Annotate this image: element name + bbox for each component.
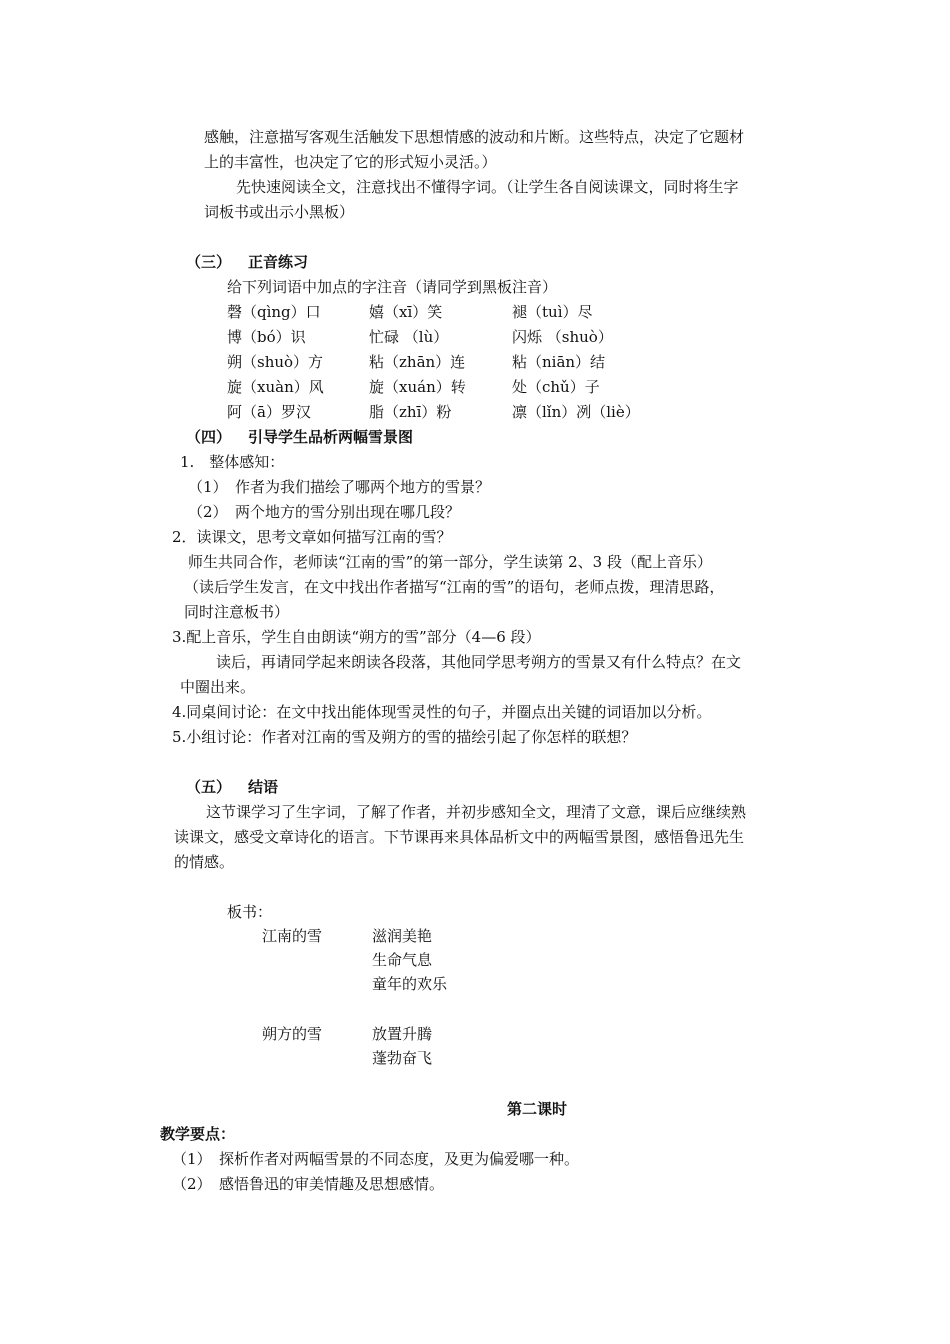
- section-number: （三）: [186, 253, 232, 271]
- board-group-title: 江南的雪: [262, 927, 323, 945]
- paragraph-line: 读后，再请同学起来朗读各段落，其他同学思考朔方的雪景又有什么特点？在文: [216, 653, 742, 671]
- pinyin-item: 粘（niān）结: [512, 353, 606, 371]
- pinyin-item: 脂（zhī）粉: [369, 403, 452, 421]
- board-item: 滋润美艳: [372, 927, 433, 945]
- paragraph-line: 的情感。: [174, 853, 235, 871]
- pinyin-item: 旋（xuàn）风: [227, 378, 324, 396]
- board-group-title: 朔方的雪: [262, 1025, 323, 1043]
- intro-line: 词板书或出示小黑板）: [204, 203, 355, 221]
- section-title: 正音练习: [248, 253, 309, 271]
- pinyin-item: 粘（zhān）连: [369, 353, 466, 371]
- pinyin-item: 阿（ā）罗汉: [227, 403, 311, 421]
- board-item: 童年的欢乐: [372, 975, 448, 993]
- board-label: 板书：: [227, 903, 273, 921]
- paragraph-line: 这节课学习了生字词，了解了作者，并初步感知全文，理清了文意，课后应继续熟: [206, 803, 747, 821]
- points-label: 教学要点：: [160, 1125, 236, 1143]
- pinyin-item: 凛（lǐn）冽（liè）: [512, 403, 640, 421]
- lesson-title: 第二课时: [507, 1100, 568, 1118]
- pinyin-item: 朔（shuò）方: [227, 353, 324, 371]
- section-title: 引导学生品析两幅雪景图: [248, 428, 414, 446]
- pinyin-item: 闪烁 （shuò）: [512, 328, 613, 346]
- pinyin-item: 磬（qìng）口: [227, 303, 321, 321]
- paragraph-line: 读课文，感受文章诗化的语言。下节课再来具体品析文中的两幅雪景图，感悟鲁迅先生: [174, 828, 745, 846]
- pinyin-item: 褪（tuì）尽: [512, 303, 593, 321]
- point-item: （2） 感悟鲁迅的审美情趣及思想感情。: [172, 1175, 445, 1193]
- intro-line: 感触，注意描写客观生活触发下思想情感的波动和片断。这些特点，决定了它题材: [204, 128, 745, 146]
- board-item: 生命气息: [372, 951, 433, 969]
- instruction-text: 给下列词语中加点的字注音（请同学到黑板注音）: [227, 278, 558, 296]
- section-number: （四）: [186, 428, 232, 446]
- pinyin-item: 忙碌 （lù）: [369, 328, 449, 346]
- paragraph-line: （读后学生发言，在文中找出作者描写“江南的雪”的语句，老师点拨，理清思路，: [184, 578, 725, 596]
- list-item: 2．读课文，思考文章如何描写江南的雪？: [172, 528, 452, 546]
- board-item: 放置升腾: [372, 1025, 433, 1043]
- list-item: 5.小组讨论：作者对江南的雪及朔方的雪的描绘引起了你怎样的联想？: [172, 728, 637, 746]
- intro-line: 先快速阅读全文，注意找出不懂得字词。（让学生各自阅读课文，同时将生字: [236, 178, 739, 196]
- question-item: （1） 作者为我们描绘了哪两个地方的雪景？: [188, 478, 491, 496]
- pinyin-item: 旋（xuán）转: [369, 378, 466, 396]
- paragraph-line: 师生共同合作，老师读“江南的雪”的第一部分，学生读第 2、3 段（配上音乐）: [188, 553, 712, 571]
- section-number: （五）: [186, 778, 232, 796]
- pinyin-item: 处（chǔ）子: [512, 378, 600, 396]
- paragraph-line: 同时注意板书）: [184, 603, 290, 621]
- list-item: 4.同桌间讨论：在文中找出能体现雪灵性的句子，并圈点出关键的词语加以分析。: [172, 703, 712, 721]
- question-item: （2） 两个地方的雪分别出现在哪几段？: [188, 503, 461, 521]
- section-title: 结语: [248, 778, 279, 796]
- pinyin-item: 嬉（xī）笑: [369, 303, 443, 321]
- point-item: （1） 探析作者对两幅雪景的不同态度，及更为偏爱哪一种。: [172, 1150, 580, 1168]
- intro-line: 上的丰富性，也决定了它的形式短小灵活。）: [204, 153, 497, 171]
- pinyin-item: 博（bó）识: [227, 328, 306, 346]
- board-item: 蓬勃奋飞: [372, 1049, 433, 1067]
- list-item: 1. 整体感知：: [180, 453, 285, 471]
- paragraph-line: 中圈出来。: [180, 678, 256, 696]
- list-item: 3.配上音乐，学生自由朗读“朔方的雪”部分（4—6 段）: [172, 628, 541, 646]
